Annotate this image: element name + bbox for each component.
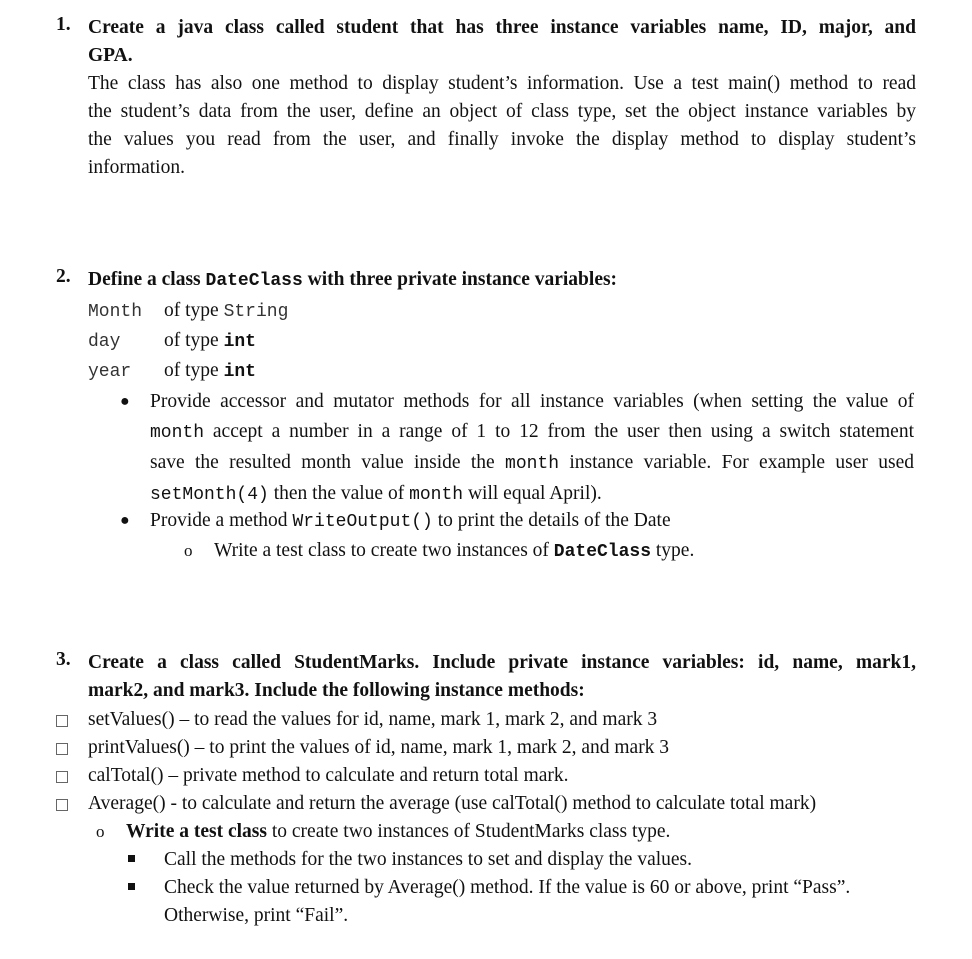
body-line: information. xyxy=(88,157,185,178)
inline-code: setMonth(4) xyxy=(150,485,269,505)
bullet-text: to print the details of the Date xyxy=(432,510,671,531)
variable-type: int xyxy=(223,332,256,352)
variable-name: year xyxy=(88,362,132,382)
bullet-text: then the value of xyxy=(268,483,410,504)
bullet-line xyxy=(150,448,914,479)
checkbox-square-icon xyxy=(56,771,68,783)
variable-name: day xyxy=(88,332,121,352)
question-2 xyxy=(56,266,916,295)
question-number: 1. xyxy=(56,14,71,35)
bullet-text: Provide a method xyxy=(150,510,293,531)
sub-marker: o xyxy=(184,541,193,560)
bullet-text: save the resulted month value inside the xyxy=(150,452,506,473)
body-line: the student’s data from the user, define an object of class type, set the object instance variables by xyxy=(88,101,916,122)
variable-type: String xyxy=(223,302,289,322)
question-heading: Create a class called StudentMarks. Include private instance variables: id, name, mark1, xyxy=(88,652,916,673)
variable-row xyxy=(88,296,288,326)
question-heading xyxy=(88,266,916,295)
square-bullet-item xyxy=(164,846,916,874)
sub-item xyxy=(96,818,671,846)
question-number: 2. xyxy=(56,266,71,287)
variable-type: int xyxy=(223,362,256,382)
method-item: Average() - to calculate and return the average (use calTotal() method to calculate total mark) xyxy=(88,793,817,814)
variable-of: of type xyxy=(164,360,219,381)
bullet-line: Provide accessor and mutator methods for all instance variables (when setting the value of xyxy=(150,391,914,412)
sub-text: Write a test class to create two instances of xyxy=(214,540,554,561)
square-bullet-icon xyxy=(128,883,135,890)
body-line: the values you read from the user, and finally invoke the display method to display student’s xyxy=(88,129,916,150)
question-3 xyxy=(56,649,916,705)
inline-code: month xyxy=(409,485,464,505)
heading-text: with three private instance variables: xyxy=(302,269,618,290)
heading-text: Define a class xyxy=(88,269,206,290)
variable-row xyxy=(88,356,256,386)
heading-code: DateClass xyxy=(205,271,303,291)
bullet-text: will equal April). xyxy=(463,483,602,504)
question-heading: Create a java class called student that has three instance variables name, ID, major, and xyxy=(88,17,916,38)
bullet-line xyxy=(150,417,914,448)
item-line-cont: Otherwise, print “Fail”. xyxy=(164,905,349,926)
item-line: Call the methods for the two instances to set and display the values. xyxy=(164,849,693,870)
bullet-dot: ● xyxy=(120,393,130,410)
bullet-item xyxy=(120,387,914,510)
variable-of: of type xyxy=(164,330,219,351)
question-1 xyxy=(56,14,916,182)
method-item: setValues() – to read the values for id, name, mark 1, mark 2, and mark 3 xyxy=(88,709,658,730)
question-heading-cont: mark2, and mark3. Include the following instance methods: xyxy=(88,680,585,701)
inline-code: DateClass xyxy=(553,542,652,562)
bullet-dot: ● xyxy=(120,512,130,529)
sub-text: type. xyxy=(651,540,695,561)
bullet-line xyxy=(150,506,914,537)
square-bullet-item xyxy=(164,874,916,930)
checkbox-square-icon xyxy=(56,743,68,755)
sub-text: to create two instances of StudentMarks class type. xyxy=(266,821,671,842)
bullet-text: accept a number in a range of 1 to 12 from the user then using a switch statement xyxy=(204,421,914,442)
question-heading-cont: GPA. xyxy=(88,45,133,66)
sub-marker: o xyxy=(96,822,105,841)
inline-code: WriteOutput() xyxy=(292,512,433,532)
bullet-text: instance variable. For example user used xyxy=(559,452,914,473)
method-item: calTotal() – private method to calculate and return total mark. xyxy=(88,765,569,786)
inline-code: month xyxy=(150,423,205,443)
variable-of: of type xyxy=(164,300,219,321)
checkbox-square-icon xyxy=(56,799,68,811)
item-line: Check the value returned by Average() method. If the value is 60 or above, print “Pass”. xyxy=(164,877,851,898)
variable-row xyxy=(88,326,256,356)
checkbox-square-icon xyxy=(56,715,68,727)
square-bullet-icon xyxy=(128,855,135,862)
question-number: 3. xyxy=(56,649,71,670)
inline-code: month xyxy=(505,454,560,474)
variable-name: Month xyxy=(88,302,143,322)
bullet-item xyxy=(120,506,914,537)
method-item: printValues() – to print the values of id, name, mark 1, mark 2, and mark 3 xyxy=(88,737,670,758)
sub-bold-text: Write a test class xyxy=(126,821,267,842)
sub-item xyxy=(184,536,695,567)
body-line: The class has also one method to display student’s information. Use a test main() method to read xyxy=(88,73,916,94)
